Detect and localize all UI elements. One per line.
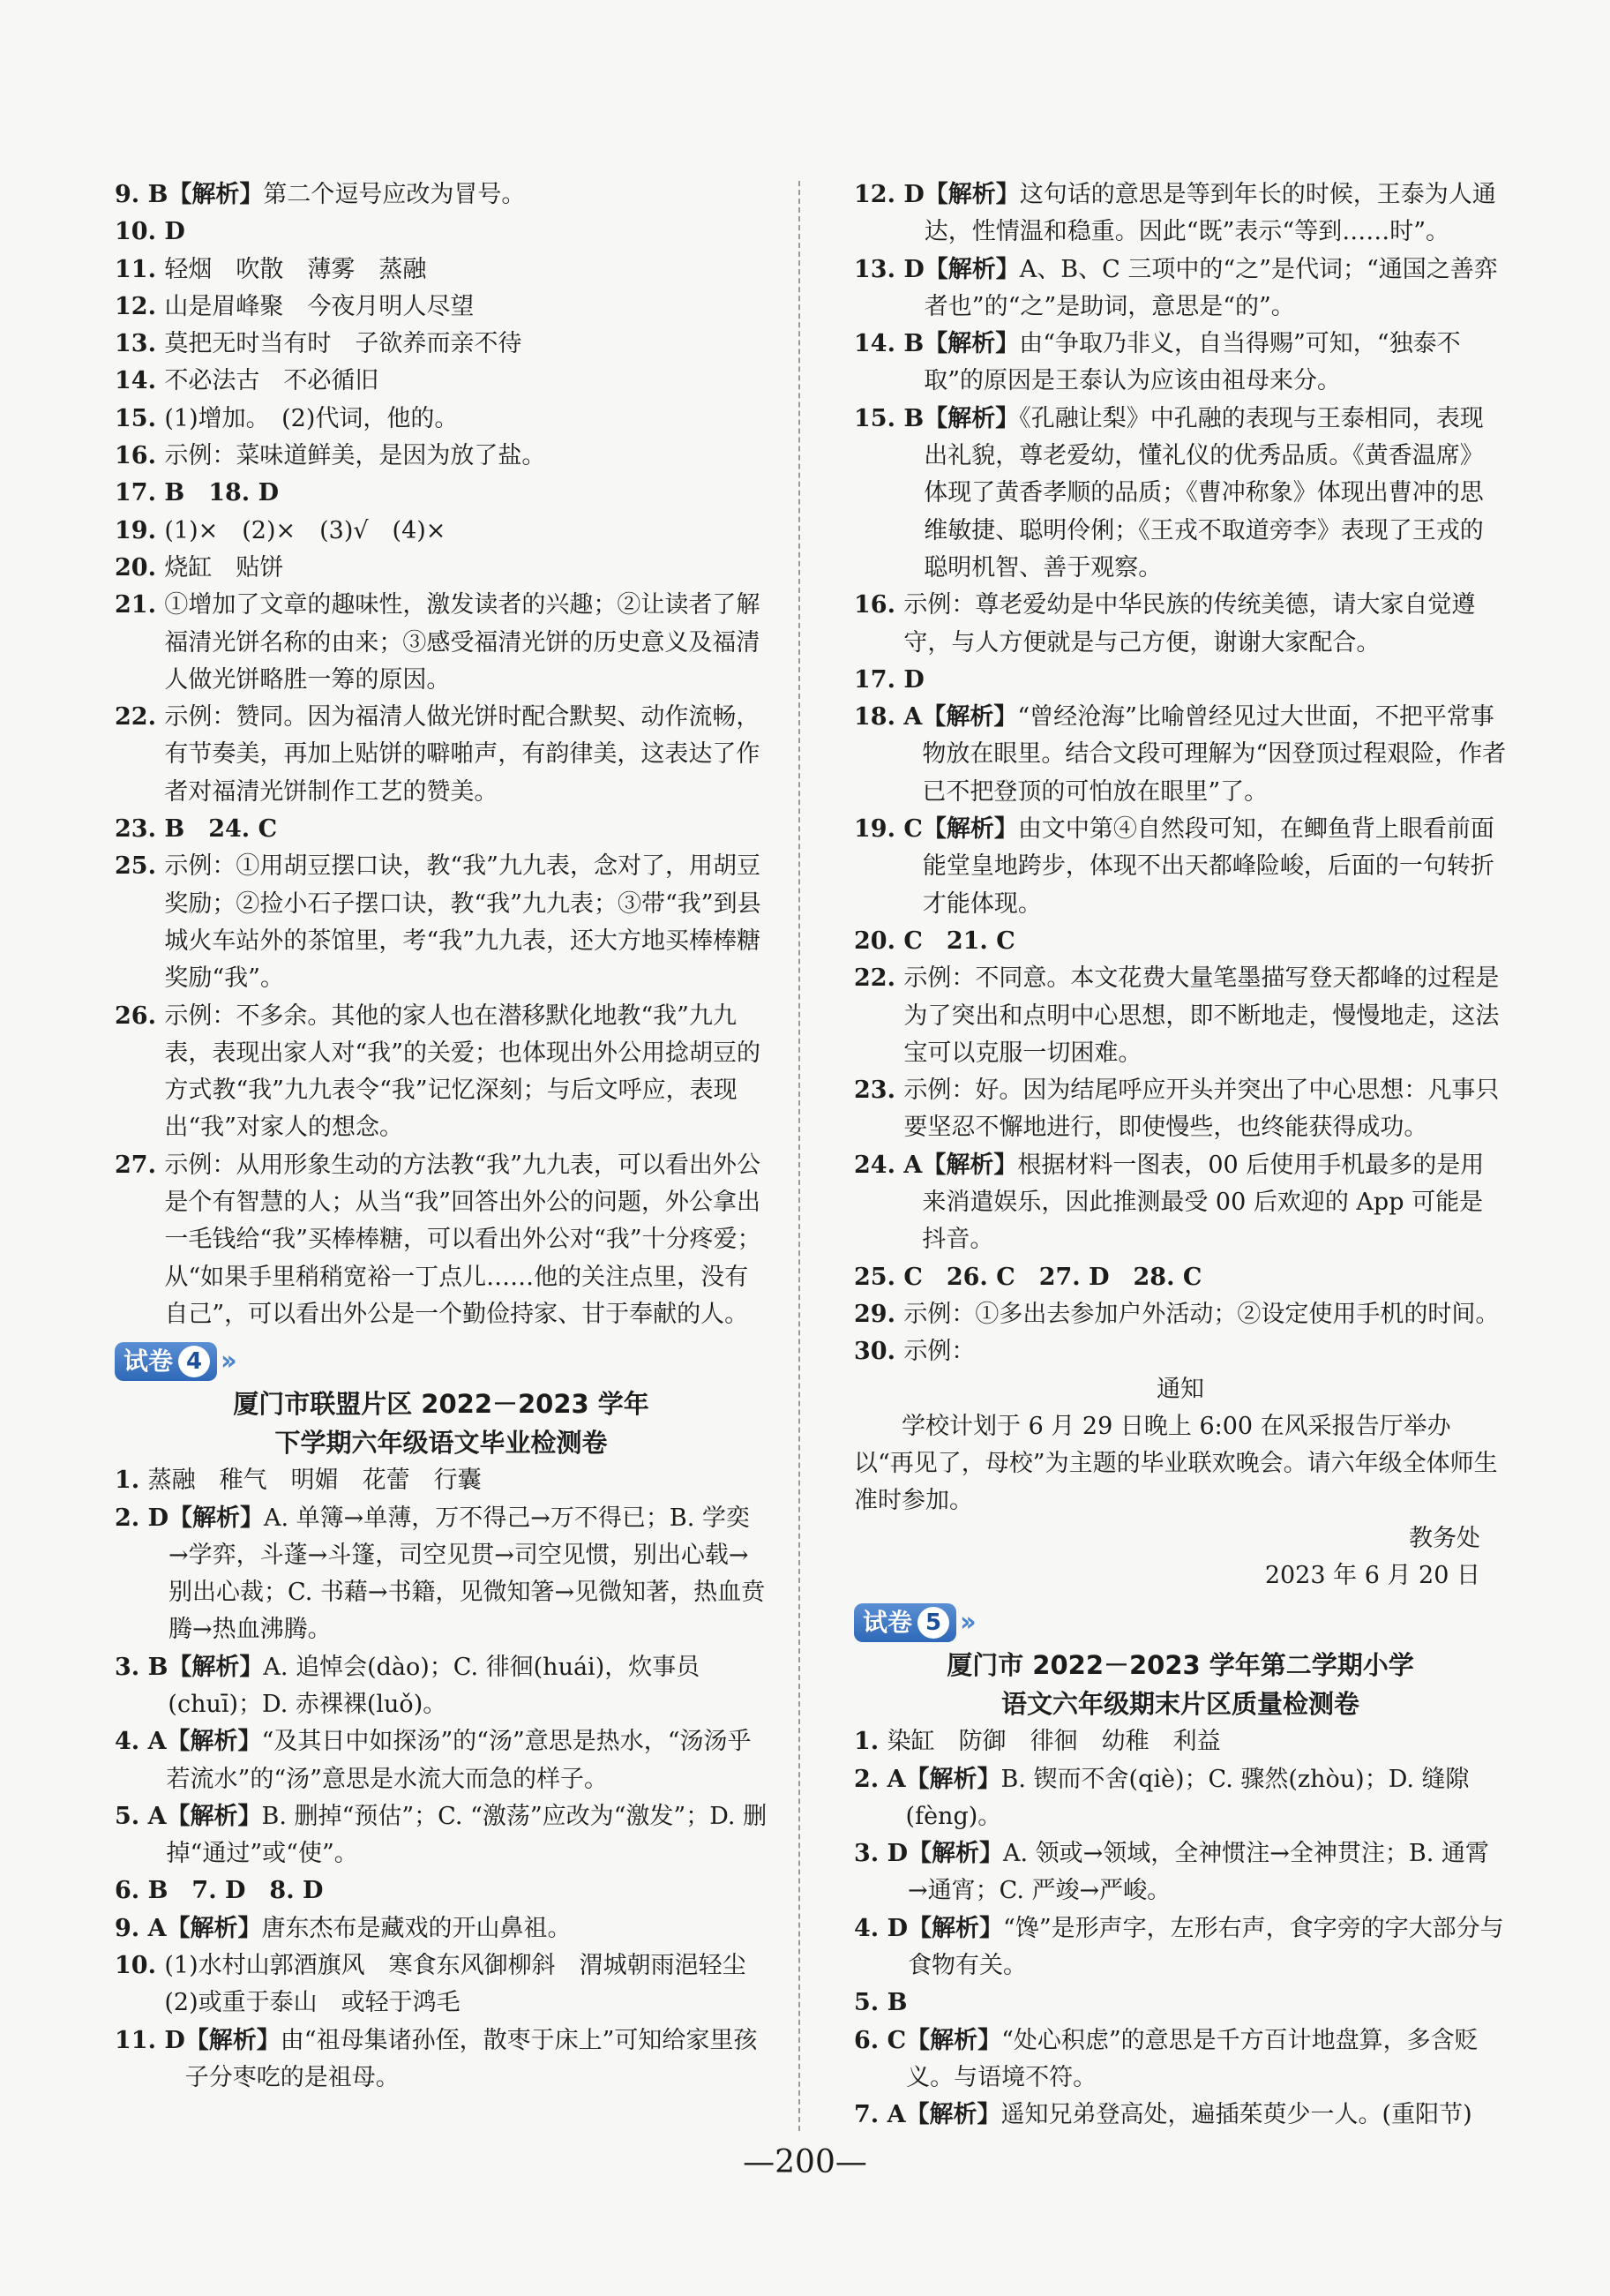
answer-body bbox=[903, 1072, 1507, 1147]
answer-body bbox=[168, 176, 768, 214]
answer-text: B. 删掉“预估”；C. “激荡”应改为“激发”；D. 删掉“通过”或“使”。 bbox=[166, 1802, 768, 1868]
answer-item bbox=[854, 1761, 1507, 1836]
answer-item bbox=[115, 513, 768, 550]
answer-item bbox=[115, 811, 768, 848]
answer-body bbox=[164, 513, 768, 550]
notice-date: 2023 年 6 月 20 日 bbox=[1264, 1561, 1480, 1589]
answer-number: 22. bbox=[854, 964, 904, 993]
right-answers-part-2 bbox=[854, 1723, 1507, 2134]
answer-text: A. 领或→领域，全神惯注→全神贯注；B. 通霄→通宵；C. 严竣→严峻。 bbox=[908, 1840, 1489, 1905]
answer-body bbox=[164, 363, 768, 400]
right-answers-part-1 bbox=[854, 176, 1507, 1371]
answer-body bbox=[903, 1333, 1507, 1370]
section-4-badge bbox=[115, 1340, 232, 1383]
answer-item bbox=[854, 2022, 1507, 2097]
left-column bbox=[115, 176, 768, 2097]
section-5-badge bbox=[854, 1602, 971, 1644]
answer-body bbox=[164, 998, 768, 1147]
answer-number: 19. bbox=[115, 516, 165, 544]
answer-item bbox=[854, 176, 1507, 251]
answer-item bbox=[115, 998, 768, 1147]
answer-item bbox=[115, 550, 768, 587]
answer-item bbox=[115, 587, 768, 699]
answer-body bbox=[164, 587, 768, 699]
answer-body bbox=[168, 1649, 768, 1724]
answer-text: 不必法古 不必循旧 bbox=[164, 367, 379, 395]
answer-item bbox=[854, 1296, 1507, 1333]
answer-text: 示例：不多余。其他的家人也在潜移默化地教“我”九九表，表现出家人对“我”的关爱；也体现出外公用捻胡豆的方式教“我”九九表令“我”记忆深刻；与后文呼应，表现出“我”对家人的想念。 bbox=[164, 1002, 760, 1142]
answer-item bbox=[854, 923, 1507, 960]
answer-item bbox=[854, 699, 1507, 811]
column-divider bbox=[798, 181, 800, 2131]
answer-body bbox=[922, 699, 1507, 811]
answer-number: 2. A bbox=[854, 1765, 906, 1793]
answer-body bbox=[148, 1462, 768, 1499]
section-5-title-line-2: 语文六年级期末片区质量检测卷 bbox=[1000, 1689, 1359, 1720]
answer-number: 10. bbox=[115, 1952, 165, 1980]
answer-body bbox=[887, 1723, 1507, 1760]
answer-text: 示例：尊老爱幼是中华民族的传统美德，请大家自觉遵守，与人方便就是与己方便，谢谢大家配合。 bbox=[903, 591, 1476, 657]
answer-item bbox=[115, 1947, 768, 2022]
analysis-tag: 【解析】 bbox=[184, 2026, 281, 2054]
double-chevron-icon: ›› bbox=[221, 1346, 232, 1377]
answer-number: 16. bbox=[854, 591, 904, 619]
answer-text: (1)× (2)× (3)√ (4)× bbox=[164, 516, 446, 544]
answer-text: A、B、C 三项中的“之”是代词；“通国之善弈者也”的“之”是助词，意思是“的”。 bbox=[924, 255, 1498, 320]
answer-number: 30. bbox=[854, 1338, 904, 1366]
badge-number: 5 bbox=[917, 1607, 949, 1639]
answer-number: 11. D bbox=[115, 2026, 185, 2054]
answer-number: 20. bbox=[115, 553, 165, 582]
answer-item bbox=[854, 326, 1507, 401]
answer-body bbox=[906, 2097, 1507, 2134]
exam-badge bbox=[115, 1342, 217, 1381]
notice-body: 学校计划于 6 月 29 日晚上 6:00 在风采报告厅举办以“再见了，母校”为主题的毕业联欢晚会。请六年级全体师生准时参加。 bbox=[854, 1412, 1498, 1515]
answer-text: 示例：菜味道鲜美，是因为放了盐。 bbox=[164, 442, 546, 470]
answer-number: 12. D bbox=[854, 181, 925, 208]
answer-text: 遥知兄弟登高处，遍插茱萸少一人。(重阳节) bbox=[1000, 2101, 1472, 2129]
answer-item bbox=[115, 363, 768, 400]
answer-body bbox=[185, 2022, 768, 2097]
answer-item bbox=[854, 1985, 1507, 2022]
section-4-title-line-2: 下学期六年级语文毕业检测卷 bbox=[274, 1428, 608, 1459]
analysis-tag: 【解析】 bbox=[166, 1914, 262, 1942]
answer-body bbox=[908, 1910, 1507, 1985]
answer-item bbox=[115, 1798, 768, 1873]
answer-text: A. 单簿→单薄，万不得己→万不得已；B. 学奕→学弈，斗蓬→斗篷，司空见贯→司空见惯，别出心载→别出心裁；C. 书藉→书籍，见微知箸→见微知著，热血贲腾→热血沸腾。 bbox=[168, 1504, 766, 1644]
answer-number: 5. A bbox=[115, 1802, 167, 1830]
answer-text: A. 追悼会(dào)；C. 徘徊(huái)，炊事员(chuī)；D. 赤裸裸(luǒ)。 bbox=[168, 1653, 700, 1718]
answer-number: 13. D bbox=[854, 255, 925, 283]
analysis-tag: 【解析】 bbox=[906, 2026, 1002, 2054]
answer-item bbox=[854, 1910, 1507, 1985]
answer-number: 1. bbox=[115, 1467, 148, 1495]
analysis-tag: 【解析】 bbox=[905, 1765, 1001, 1793]
answer-item bbox=[854, 1333, 1507, 1370]
answer-item bbox=[115, 2022, 768, 2097]
answer-text: 轻烟 吹散 薄雾 蒸融 bbox=[164, 255, 427, 283]
analysis-tag: 【解析】 bbox=[922, 703, 1018, 732]
answer-item bbox=[854, 587, 1507, 662]
answer-body bbox=[903, 587, 1507, 662]
answer-number: 2. D bbox=[115, 1504, 169, 1532]
answer-number: 15. bbox=[115, 404, 165, 432]
answer-text: 示例：①多出去参加户外活动；②设定使用手机的时间。 bbox=[903, 1300, 1500, 1328]
answer-number: 16. bbox=[115, 442, 165, 470]
answer-item bbox=[854, 662, 1507, 699]
badge-label: 试卷 bbox=[124, 1347, 174, 1377]
answer-number: 13. bbox=[115, 330, 165, 358]
analysis-tag: 【解析】 bbox=[166, 1802, 262, 1830]
answer-item bbox=[115, 1462, 768, 1499]
analysis-tag: 【解析】 bbox=[168, 1504, 265, 1532]
answer-text: 第二个逗号应改为冒号。 bbox=[263, 181, 526, 208]
answer-number: 17. D bbox=[854, 665, 925, 694]
answer-item bbox=[115, 326, 768, 363]
answer-number: 25. C 26. C 27. D 28. C bbox=[854, 1263, 1202, 1291]
answer-item bbox=[115, 475, 768, 512]
answer-number: 4. D bbox=[854, 1914, 909, 1942]
answer-body bbox=[924, 326, 1507, 401]
answer-text: 山是眉峰聚 今夜月明人尽望 bbox=[164, 292, 475, 320]
answer-number: 17. B 18. D bbox=[115, 479, 279, 507]
analysis-tag: 【解析】 bbox=[924, 330, 1020, 358]
answer-number: 14. B bbox=[854, 330, 925, 358]
answer-item bbox=[854, 1147, 1507, 1259]
answer-item bbox=[854, 811, 1507, 923]
answer-number: 3. B bbox=[115, 1653, 168, 1681]
answer-body bbox=[167, 1910, 768, 1947]
answer-body bbox=[903, 1296, 1507, 1333]
answer-item bbox=[115, 289, 768, 326]
answer-text: B. 锲而不舍(qiè)；C. 骤然(zhòu)；D. 缝隙(fèng)。 bbox=[905, 1765, 1470, 1830]
answer-number: 22. bbox=[115, 703, 165, 732]
answer-item bbox=[115, 1872, 768, 1910]
answer-body bbox=[167, 1723, 768, 1798]
answer-item bbox=[115, 699, 768, 811]
answer-body bbox=[922, 1147, 1507, 1259]
answer-number: 5. B bbox=[854, 1989, 908, 2017]
answer-text: 示例： bbox=[903, 1338, 976, 1366]
answer-body bbox=[924, 401, 1507, 587]
analysis-tag: 【解析】 bbox=[908, 1840, 1004, 1868]
double-chevron-icon: ›› bbox=[960, 1607, 971, 1639]
answer-item bbox=[115, 1500, 768, 1649]
answer-number: 11. bbox=[115, 255, 165, 283]
answer-number: 6. C bbox=[854, 2026, 907, 2054]
answer-number: 6. B 7. D 8. D bbox=[115, 1877, 324, 1905]
answer-body bbox=[903, 960, 1507, 1072]
answer-number: 20. C 21. C bbox=[854, 927, 1015, 955]
answer-text: “及其日中如探汤”的“汤”意思是热水，“汤汤乎若流水”的“汤”意思是水流大而急的样子。 bbox=[166, 1728, 752, 1793]
answer-item bbox=[854, 251, 1507, 326]
answer-item bbox=[115, 438, 768, 475]
analysis-tag: 【解析】 bbox=[924, 255, 1020, 283]
answer-text: 烧缸 贴饼 bbox=[164, 553, 284, 582]
answer-text: 示例：①用胡豆摆口诀，教“我”九九表，念对了，用胡豆奖励；②捡小石子摆口诀，教“我”九九表；③带“我”到县城火车站外的茶馆里，考“我”九九表，还大方地买棒棒糖奖励“我”。 bbox=[164, 852, 761, 993]
notice-signer: 教务处 bbox=[1409, 1524, 1480, 1552]
answer-body bbox=[164, 401, 768, 438]
answer-body bbox=[168, 1500, 768, 1649]
answer-text: “馋”是形声字，左形右声，食字旁的字大部分与食物有关。 bbox=[908, 1914, 1504, 1980]
answer-item bbox=[854, 960, 1507, 1072]
answer-number: 1. bbox=[854, 1728, 887, 1756]
answer-text: 蒸融 稚气 明媚 花蕾 行囊 bbox=[147, 1467, 482, 1495]
answer-body bbox=[164, 550, 768, 587]
answer-item bbox=[115, 1910, 768, 1947]
answer-text: 示例：从用形象生动的方法教“我”九九表，可以看出外公是个有智慧的人；从当“我”回答出外公的问题，外公拿出一毛钱给“我”买棒棒糖，可以看出外公对“我”十分疼爱；从“如果手里稍稍宽裕一丁点儿……他的关注点里，没有自己”，可以看出外公是一个勤俭持家、甘于奉献的人。 bbox=[164, 1151, 761, 1328]
answer-text: ①增加了文章的趣味性，激发读者的兴趣；②让读者了解福清光饼名称的由来；③感受福清光饼的历史意义及福清人做光饼略胜一筹的原因。 bbox=[164, 591, 760, 694]
answer-text: 染缸 防御 徘徊 幼稚 利益 bbox=[887, 1728, 1221, 1756]
answer-item bbox=[115, 176, 768, 214]
answer-body bbox=[906, 2022, 1507, 2097]
answer-text: 莫把无时当有时 子欲养而亲不待 bbox=[164, 330, 522, 358]
answer-item bbox=[854, 1259, 1507, 1296]
answer-body bbox=[925, 251, 1507, 326]
answer-number: 7. A bbox=[854, 2101, 906, 2129]
section-5-title-line-1: 厦门市 2022－2023 学年第二学期小学 bbox=[947, 1650, 1414, 1681]
answer-item bbox=[115, 1147, 768, 1333]
answer-item bbox=[854, 401, 1507, 587]
answer-text: 《孔融让梨》中孔融的表现与王泰相同，表现出礼貌，尊老爱幼，懂礼仪的优秀品质。《黄香温席》体现了黄香孝顺的品质；《曹冲称象》体现出曹冲的思维敏捷、聪明伶俐；《王戎不取道旁李》表现了王戎的聪明机智、善于观察。 bbox=[924, 404, 1484, 582]
answer-text: “曾经沧海”比喻曾经见过大世面，不把平常事物放在眼里。结合文段可理解为“因登顶过程艰险，作者已不把登顶的可怕放在眼里”了。 bbox=[922, 703, 1507, 806]
answer-item bbox=[115, 401, 768, 438]
answer-text: (1)增加。 (2)代词，他的。 bbox=[164, 404, 459, 432]
answer-item bbox=[854, 1723, 1507, 1760]
answer-text: 由文中第④自然段可知，在鲫鱼背上眼看前面能堂皇地跨步，体现不出天都峰险峻，后面的一句转折才能体现。 bbox=[922, 815, 1494, 918]
answer-number: 24. A bbox=[854, 1151, 923, 1179]
answer-text: 由“争取乃非义，自当得赐”可知，“独泰不取”的原因是王泰认为应该由祖母来分。 bbox=[924, 330, 1461, 395]
answer-number: 25. bbox=[115, 852, 165, 881]
answer-text: 示例：好。因为结尾呼应开头并突出了中心思想：凡事只要坚忍不懈地进行，即使慢些，也终能获得成功。 bbox=[903, 1077, 1500, 1142]
answer-number: 12. bbox=[115, 292, 165, 320]
answer-body bbox=[167, 1798, 768, 1873]
notice-title: 通知 bbox=[1157, 1375, 1204, 1403]
answer-text: (1)水村山郭酒旗风 寒食东风御柳斜 渭城朝雨浥轻尘 (2)或重于泰山 或轻于鸿毛 bbox=[164, 1952, 770, 2017]
answer-number: 19. C bbox=[854, 815, 923, 844]
answer-body bbox=[906, 1761, 1507, 1836]
badge-label: 试卷 bbox=[863, 1608, 913, 1638]
analysis-tag: 【解析】 bbox=[924, 181, 1020, 208]
answer-number: 4. A bbox=[115, 1728, 167, 1756]
right-column bbox=[854, 176, 1507, 2135]
answer-body bbox=[164, 1947, 768, 2022]
answer-body bbox=[164, 326, 768, 363]
analysis-tag: 【解析】 bbox=[924, 404, 1020, 432]
answer-number: 9. A bbox=[115, 1914, 167, 1942]
answer-item bbox=[854, 1835, 1507, 1910]
answer-body bbox=[164, 251, 768, 289]
answer-body bbox=[923, 811, 1507, 923]
answer-item bbox=[115, 1649, 768, 1724]
answer-number: 14. bbox=[115, 367, 165, 395]
answer-number: 29. bbox=[854, 1300, 904, 1328]
analysis-tag: 【解析】 bbox=[922, 1151, 1018, 1179]
answer-body bbox=[925, 176, 1507, 251]
answer-body bbox=[164, 848, 768, 997]
answer-body bbox=[164, 289, 768, 326]
answer-item bbox=[854, 1072, 1507, 1147]
left-answers-part-2 bbox=[115, 1462, 768, 2097]
analysis-tag: 【解析】 bbox=[168, 1653, 264, 1681]
answer-body bbox=[164, 1147, 768, 1333]
answer-body bbox=[164, 438, 768, 475]
analysis-tag: 【解析】 bbox=[905, 2101, 1001, 2129]
page-number: —200— bbox=[743, 2144, 867, 2180]
answer-number: 21. bbox=[115, 591, 165, 619]
answer-number: 23. B 24. C bbox=[115, 815, 278, 844]
answer-text: 根据材料一图表，00 后使用手机最多的是用来消遣娱乐，因此推测最受 00 后欢迎的 App 可能是抖音。 bbox=[922, 1151, 1485, 1254]
analysis-tag: 【解析】 bbox=[922, 815, 1018, 844]
analysis-tag: 【解析】 bbox=[166, 1728, 262, 1756]
section-4-title-line-1: 厦门市联盟片区 2022－2023 学年 bbox=[233, 1389, 649, 1420]
answer-item bbox=[115, 1723, 768, 1798]
answer-text: “处心积虑”的意思是千方百计地盘算，多含贬义。与语境不符。 bbox=[906, 2026, 1479, 2091]
badge-number: 4 bbox=[178, 1346, 210, 1377]
answer-number: 10. D bbox=[115, 218, 185, 246]
answer-item bbox=[115, 251, 768, 289]
answer-number: 3. D bbox=[854, 1840, 909, 1868]
answer-number: 15. B bbox=[854, 404, 925, 432]
answer-text: 示例：不同意。本文花费大量笔墨描写登天都峰的过程是为了突出和点明中心思想，即不断地走，慢慢地走，这法宝可以克服一切困难。 bbox=[903, 964, 1500, 1067]
analysis-tag: 【解析】 bbox=[168, 181, 264, 208]
left-answers-part-1 bbox=[115, 176, 768, 1333]
answer-number: 27. bbox=[115, 1151, 165, 1179]
answer-text: 由“祖母集诸孙侄，散枣于床上”可知给家里孩子分枣吃的是祖母。 bbox=[184, 2026, 758, 2091]
answer-body bbox=[908, 1835, 1507, 1910]
answer-body bbox=[164, 699, 768, 811]
answer-text: 唐东杰布是藏戏的开山鼻祖。 bbox=[261, 1914, 572, 1942]
answer-number: 18. A bbox=[854, 703, 923, 732]
exam-badge bbox=[854, 1603, 956, 1642]
answer-item bbox=[115, 848, 768, 997]
answer-text: 示例：赞同。因为福清人做光饼时配合默契、动作流畅，有节奏美，再加上贴饼的噼啪声，有韵律美，这表达了作者对福清光饼制作工艺的赞美。 bbox=[164, 703, 760, 806]
answer-item bbox=[854, 2097, 1507, 2134]
answer-number: 23. bbox=[854, 1077, 904, 1105]
answer-number: 26. bbox=[115, 1002, 165, 1030]
answer-number: 9. B bbox=[115, 181, 168, 208]
answer-text: 这句话的意思是等到年长的时候，王泰为人通达，性情温和稳重。因此“既”表示“等到……时”。 bbox=[924, 181, 1496, 246]
answer-item bbox=[115, 214, 768, 251]
analysis-tag: 【解析】 bbox=[908, 1914, 1004, 1942]
